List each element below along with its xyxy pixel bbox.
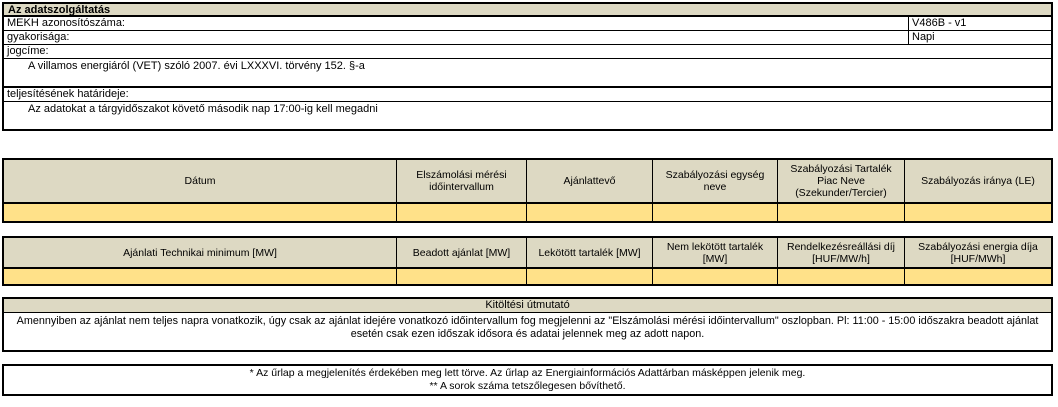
column-header-regulation-energy-fee: Szabályozási energia díja [HUF/MWh] bbox=[918, 240, 1038, 265]
guide-title: Kitöltési útmutató bbox=[4, 299, 1051, 313]
footnote-line-1: * Az űrlap a megjelenítés érdekében meg lett törve. Az űrlap az Energiainformációs Adattárban másképpen jelenik meg. bbox=[249, 367, 806, 379]
input-cell-uncontracted-reserve[interactable] bbox=[653, 269, 778, 284]
input-cell-technical-minimum[interactable] bbox=[4, 269, 397, 284]
legal-title-value: A villamos energiáról (VET) szóló 2007. évi LXXXVI. törvény 152. §-a bbox=[4, 59, 1051, 88]
table1-input-row bbox=[4, 204, 1051, 221]
guide-text: Amennyiben az ajánlat nem teljes napra vonatkozik, úgy csak az ajánlat idejére vonatkozó időintervallum fog megjelenni az "Elszámolási mérési időintervallum" oszlopban. Pl: 11:00 - 15:00 időszakra beadott ajánlat esetén csak ezen időszak idősora és adatai jelennek meg az adott napon. bbox=[16, 315, 1039, 340]
table2-header-row bbox=[4, 238, 1051, 269]
mekh-id-label: MEKH azonosítószáma: bbox=[7, 17, 125, 29]
footnotes-section bbox=[2, 364, 1053, 396]
column-header-reserve-market: Szabályozási Tartalék Piac Neve (Szekunder/Tercier) bbox=[778, 160, 905, 202]
bid-values-table bbox=[2, 236, 1053, 286]
frequency-label: gyakorisága: bbox=[7, 31, 70, 43]
info-row-mekh-id bbox=[4, 17, 1051, 31]
column-header-regulation-unit: Szabályozási egység neve bbox=[653, 160, 778, 202]
column-header-datum: Dátum bbox=[4, 160, 397, 202]
input-cell-measurement-interval[interactable] bbox=[397, 204, 527, 221]
input-cell-datum[interactable] bbox=[4, 204, 397, 221]
input-cell-regulation-energy-fee[interactable] bbox=[905, 269, 1051, 284]
input-cell-bidder[interactable] bbox=[527, 204, 653, 221]
input-cell-regulation-direction[interactable] bbox=[905, 204, 1051, 221]
input-cell-reserve-market[interactable] bbox=[778, 204, 905, 221]
input-cell-contracted-reserve[interactable] bbox=[527, 269, 653, 284]
input-cell-regulation-unit[interactable] bbox=[653, 204, 778, 221]
mekh-id-value: V486B - v1 bbox=[908, 17, 1051, 30]
column-header-contracted-reserve: Lekötött tartalék [MW] bbox=[527, 238, 653, 267]
guide-section bbox=[2, 297, 1053, 352]
column-header-bidder: Ajánlattevő bbox=[527, 160, 653, 202]
section-title: Az adatszolgáltatás bbox=[4, 4, 1051, 17]
deadline-value: Az adatokat a tárgyidőszakot követő második nap 17:00-ig kell megadni bbox=[28, 103, 378, 115]
footnote-line-2: ** A sorok száma tetszőlegesen bővíthető. bbox=[429, 379, 626, 392]
column-header-technical-minimum: Ajánlati Technikai minimum [MW] bbox=[4, 238, 397, 267]
column-header-regulation-direction: Szabályozás iránya (LE) bbox=[921, 175, 1035, 187]
report-info-section bbox=[2, 2, 1053, 131]
frequency-value: Napi bbox=[908, 31, 1051, 44]
column-header-availability-fee: Rendelkezésreállási díj [HUF/MW/h] bbox=[778, 238, 905, 267]
column-header-measurement-interval: Elszámolási mérési időintervallum bbox=[397, 160, 527, 202]
input-cell-submitted-bid[interactable] bbox=[397, 269, 527, 284]
table1-header-row bbox=[4, 160, 1051, 204]
input-cell-availability-fee[interactable] bbox=[778, 269, 905, 284]
legal-title-label: jogcíme: bbox=[4, 45, 1051, 59]
column-header-submitted-bid: Beadott ajánlat [MW] bbox=[397, 238, 527, 267]
column-header-uncontracted-reserve: Nem lekötött tartalék [MW] bbox=[653, 238, 778, 267]
info-row-frequency bbox=[4, 31, 1051, 45]
deadline-label: teljesítésének határideje: bbox=[4, 88, 1051, 102]
bid-identification-table bbox=[2, 158, 1053, 223]
form-document bbox=[0, 2, 1058, 396]
table2-input-row bbox=[4, 269, 1051, 284]
